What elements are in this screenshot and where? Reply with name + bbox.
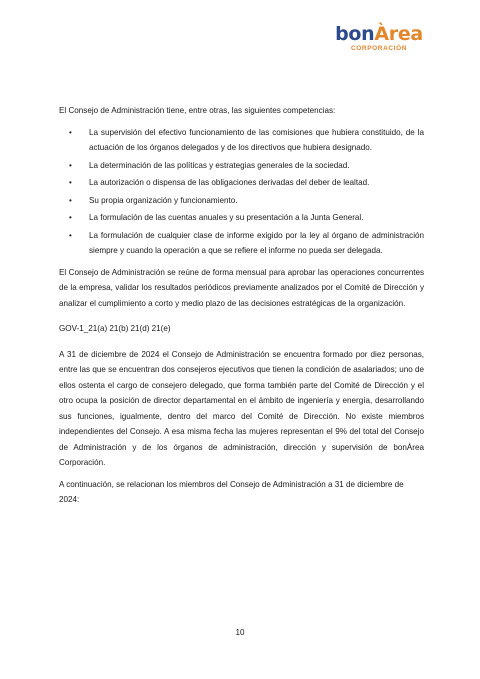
list-item	[59, 228, 424, 259]
document-body	[59, 103, 424, 514]
composition-paragraph: A 31 de diciembre de 2024 el Consejo de Administración se encuentra formado por diez personas, entre las que se encuentran dos consejeros ejecutivos que tienen la condición de asalariados; uno de ellos ostenta el cargo de consejero delegado, que forma también parte del Comité de Dirección y el otro ocupa la posición de director departamental en el ámbito de ingeniería y energía, desarrollando sus funciones, igualmente, dentro del marco del Comité de Dirección. No existe miembros independientes del Consejo. A esa misma fecha las mujeres representan el 9% del total del Consejo de Administración y de los órganos de administración, dirección y supervisión de bonÀrea Corporación.	[59, 349, 424, 467]
list-item-text: La determinación de las políticas y estrategias generales de la sociedad.	[89, 160, 350, 170]
page-number: 10	[235, 628, 245, 637]
list-item	[59, 158, 424, 174]
list-item-text: La formulación de las cuentas anuales y su presentación a la Junta General.	[89, 213, 364, 222]
bullet-icon: •	[69, 213, 72, 222]
list-item	[59, 125, 424, 156]
intro-paragraph: El Consejo de Administración tiene, entre otras, las siguientes competencias:	[59, 106, 336, 115]
logo-subtitle: CORPORACIÓN	[350, 45, 408, 52]
list-item-text: La supervisión del efectivo funcionamiento de las comisiones que hubiera constituido, de la actuación de los órganos delegados y de los directivos que hubiera designado.	[89, 127, 424, 152]
list-item	[59, 193, 424, 209]
bullet-icon: •	[69, 178, 72, 187]
list-item-text: Su propia organización y funcionamiento.	[89, 195, 238, 205]
list-item	[59, 175, 424, 191]
members-intro-paragraph: A continuación, se relacionan los miembros del Consejo de Administración a 31 de diciembre de 2024:	[59, 479, 404, 504]
competencias-list	[59, 125, 424, 259]
bullet-icon: •	[69, 195, 72, 205]
list-item-text: La formulación de cualquier clase de informe exigido por la ley al órgano de administración siempre y cuando la operación a que se refiere el informe no pueda ser delegada.	[89, 230, 424, 255]
disclosure-code: GOV-1_21(a) 21(b) 21(d) 21(e)	[59, 324, 171, 333]
list-item	[59, 210, 424, 226]
logo-wordmark	[334, 24, 424, 44]
bullet-icon: •	[69, 230, 72, 240]
bullet-icon: •	[69, 160, 72, 170]
company-logo	[334, 24, 424, 52]
list-item-text: La autorización o dispensa de las obligaciones derivadas del deber de lealtad.	[89, 178, 370, 187]
meetings-paragraph: El Consejo de Administración se reúne de forma mensual para aprobar las operaciones concurrentes de la empresa, validar los resultados periódicos previamente analizados por el Comité de Dirección y analizar el cumplimiento a corto y medio plazo de las decisiones estratégicas de la organización.	[59, 267, 424, 308]
logo-wordmark-part2: Àrea	[374, 23, 423, 45]
logo-wordmark-part1: bon	[335, 23, 375, 45]
bullet-icon: •	[69, 127, 72, 137]
